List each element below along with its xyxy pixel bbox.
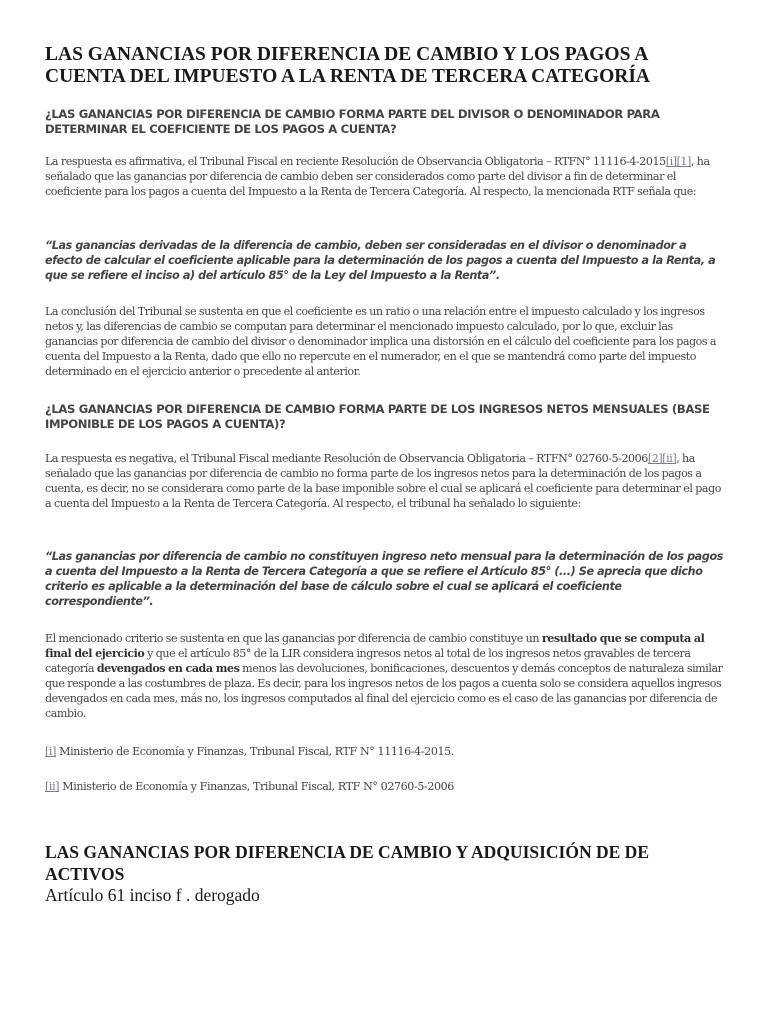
section2-paragraph-2 — [45, 631, 725, 722]
section2-p1-text-before: La respuesta es negativa, el Tribunal Fiscal mediante Resolución de Observancia Obligatoria – RTFN° 02760-5-2006 — [45, 452, 648, 465]
section2-p2-text-c: menos las devoluciones, bonificaciones, descuentos y demás conceptos de naturaleza similar que responde a las costumbres de plaza. Es decir, para los ingresos netos de los pagos a cuenta solo se considera aquellos ingresos devengados en cada mes, más no, los ingresos computados al final del ejercicio como es el caso de las ganancias por diferencia de cambio. — [45, 662, 723, 721]
document-title: LAS GANANCIAS POR DIFERENCIA DE CAMBIO Y LOS PAGOS A CUENTA DEL IMPUESTO A LA RENTA DE TERCERA CATEGORÍA — [45, 44, 651, 87]
endnote-link-2[interactable]: [2] — [647, 452, 663, 465]
section2-paragraph-1 — [45, 451, 725, 511]
section1-quote: “Las ganancias derivadas de la diferencia de cambio, deben ser consideradas en el divisor o denominador a efecto de calcular el coeficiente aplicable para la determinación de los pagos a cuenta del Impuesto a la Renta, a que se refiere el inciso a) del artículo 85° de la Ley del Impuesto a la Renta”. — [45, 239, 716, 283]
section1-paragraph-2: La conclusión del Tribunal se sustenta en que el coeficiente es un ratio o una relación entre el impuesto calculado y los ingresos netos y, las diferencias de cambio se computan para determinar el mencionado impuesto calculado, por lo que, excluir las ganancias por diferencia de cambio del divisor o denominador implica una distorsión en el cálculo del coeficiente para los pagos a cuenta del Impuesto a la Renta, dado que ello no repercute en el numerador, en el que se mantendrá como parte del impuesto determinado en el ejercicio anterior o precedente al anterior. — [45, 305, 717, 379]
footnote-i-backlink[interactable]: [i] — [45, 745, 57, 758]
footnote-ii — [45, 779, 725, 794]
footnote-link-i[interactable]: [i] — [665, 155, 677, 168]
footnote-link-ii[interactable]: [ii] — [662, 452, 677, 465]
footnote-ii-text: Ministerio de Economía y Finanzas, Tribunal Fiscal, RTF N° 02760-5-2006 — [59, 780, 454, 793]
section1-p1-text-after: , ha señalado que las ganancias por diferencia de cambio deben ser considerados como parte del divisor a fin de determinar el coeficiente para los pagos a cuenta del Impuesto a la Renta de Tercera Categoría. Al respecto, la mencionada RTF señala que: — [45, 155, 710, 199]
section1-p1-text-before: La respuesta es afirmativa, el Tribunal Fiscal en reciente Resolución de Observancia Obligatoria – RTFN° 11116-4-2015 — [45, 155, 666, 168]
footnote-ii-backlink[interactable]: [ii] — [45, 780, 60, 793]
article-reference: Artículo 61 inciso f . derogado — [45, 885, 260, 905]
section2-p2-text-b: y que el artículo 85° de la LIR considera ingresos netos al total de los ingresos netos gravables de tercera categoría — [45, 647, 691, 676]
section2-p2-bold-2: devengados en cada mes — [96, 662, 240, 676]
endnote-link-1[interactable]: [1] — [676, 155, 691, 168]
section2-p2-bold-1: resultado que se computa al final del ejercicio — [45, 632, 705, 661]
section2-heading: ¿LAS GANANCIAS POR DIFERENCIA DE CAMBIO FORMA PARTE DE LOS INGRESOS NETOS MENSUALES (BASE IMPONIBLE DE LOS PAGOS A CUENTA)? — [45, 402, 710, 431]
section1-heading: ¿LAS GANANCIAS POR DIFERENCIA DE CAMBIO FORMA PARTE DEL DIVISOR O DENOMINADOR PARA DETERMINAR EL COEFICIENTE DE LOS PAGOS A CUENTA? — [45, 107, 660, 136]
section2-p2-text-a: El mencionado criterio se sustenta en que las ganancias por diferencia de cambio constituye un — [45, 632, 542, 645]
footnote-i-text: Ministerio de Economía y Finanzas, Tribunal Fiscal, RTF N° 11116-4-2015. — [56, 745, 454, 758]
section2-p1-text-after: , ha señalado que las ganancias por diferencia de cambio no forma parte de los ingresos netos para la determinación de los pagos a cuenta, es decir, no se considerara como parte de la base imponible sobre el cual se aplicará el coeficiente para determinar el pago a cuenta del Impuesto a la Renta de Tercera Categoría. Al respecto, el tribunal ha señalado lo siguiente: — [45, 452, 721, 511]
section2-quote: “Las ganancias por diferencia de cambio no constituyen ingreso neto mensual para la determinación de los pagos a cuenta del Impuesto a la Renta de Tercera Categoría a que se refiere el Artículo 85° (...) Se aprecia que dicho criterio es aplicable a la determinación del base de cálculo sobre el cual se aplicará el coeficiente correspondiente”. — [45, 550, 723, 609]
footnote-i — [45, 744, 725, 759]
second-document-title: LAS GANANCIAS POR DIFERENCIA DE CAMBIO Y ADQUISICIÓN DE DE ACTIVOS — [45, 842, 649, 884]
section1-paragraph-1 — [45, 154, 725, 199]
